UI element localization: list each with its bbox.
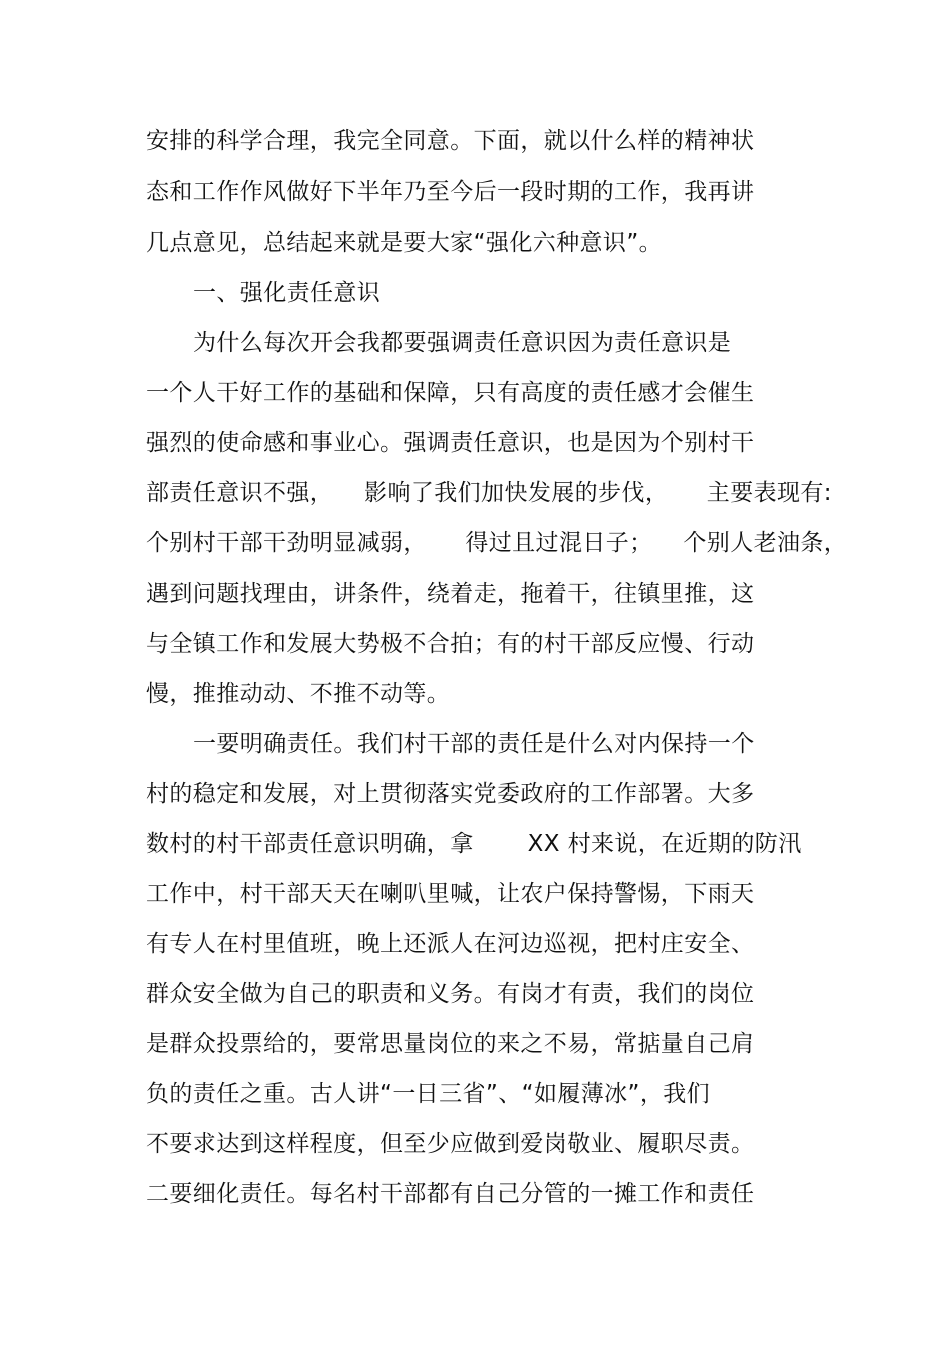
- text-line: 为什么每次开会我都要强调责任意识因为责任意识是: [193, 330, 732, 356]
- text-line: 个别村干部干劲明显减弱， 得过且过混日子； 个别人老油条，: [146, 530, 848, 556]
- text-line: 与全镇工作和发展大势极不合拍；有的村干部反应慢、行动: [146, 631, 755, 657]
- text-line: 几点意见，总结起来就是要大家“强化六种意识”。: [146, 230, 663, 256]
- text-line: 一个人干好工作的基础和保障，只有高度的责任感才会催生: [146, 380, 755, 406]
- text-line: 部责任意识不强， 影响了我们加快发展的步伐， 主要表现有:: [146, 480, 832, 506]
- text-line: 村的稳定和发展，对上贯彻落实党委政府的工作部署。大多: [146, 781, 755, 807]
- text-line: 是群众投票给的，要常思量岗位的来之不易，常掂量自己肩: [146, 1031, 755, 1057]
- text-line: 态和工作作风做好下半年乃至今后一段时期的工作，我再讲: [146, 179, 755, 205]
- text-line: 不要求达到这样程度，但至少应做到爱岗敬业、履职尽责。: [146, 1131, 755, 1157]
- text-line: 群众安全做为自己的职责和义务。有岗才有责，我们的岗位: [146, 981, 755, 1007]
- text-line: 工作中，村干部天天在喇叭里喊，让农户保持警惕，下雨天: [146, 881, 755, 907]
- section-heading: 一、强化责任意识: [193, 280, 381, 306]
- text-line: 强烈的使命感和事业心。强调责任意识，也是因为个别村干: [146, 430, 755, 456]
- text-line: 二要细化责任。每名村干部都有自己分管的一摊工作和责任: [146, 1181, 755, 1207]
- text-line: 有专人在村里值班，晚上还派人在河边巡视，把村庄安全、: [146, 931, 755, 957]
- text-line: 慢，推推动动、不推不动等。: [146, 681, 451, 707]
- text-line: 负的责任之重。古人讲“一日三省”、“如履薄冰”，我们: [146, 1081, 711, 1107]
- text-line: 安排的科学合理，我完全同意。下面，就以什么样的精神状: [146, 128, 755, 154]
- text-line: 一要明确责任。我们村干部的责任是什么对内保持一个: [193, 731, 755, 757]
- text-line: 数村的村干部责任意识明确，拿 XX 村来说，在近期的防汛: [146, 831, 802, 857]
- text-line: 遇到问题找理由，讲条件，绕着走，拖着干，往镇里推，这: [146, 581, 755, 607]
